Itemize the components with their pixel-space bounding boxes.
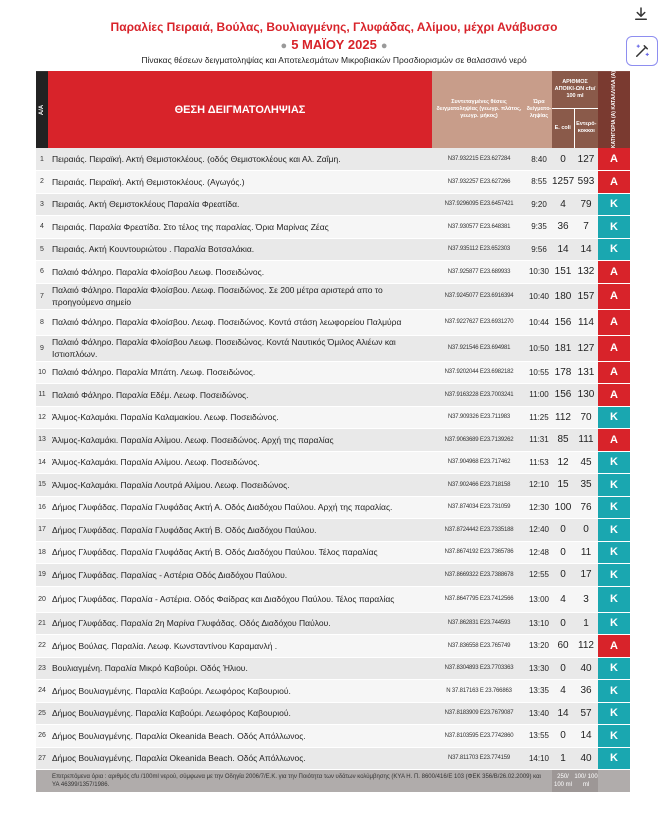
row-ecoli: 14 <box>552 238 574 261</box>
row-enterococci: 40 <box>574 657 598 680</box>
row-category-badge: K <box>598 564 630 587</box>
limits-note: Επιτρεπόμενα όρια : αριθμός cfu /100ml νερού, σύμφωνα με την Οδηγία 2006/7/Ε.Κ. για την Ποιότητα των υδάτων κολύμβησης (ΚΥΑ Η. Π. 8600/416/Ε 103 (ΦΕΚ 356/Β/26.02.2009) και ΥΑ 46399/1357/1986. <box>48 770 552 793</box>
row-location: Δήμος Γλυφάδας. Παραλία 2η Μαρίνα Γλυφάδας. Οδός Διαδόχου Παύλου. <box>48 612 432 635</box>
row-location: Πειραιάς. Πειραϊκή. Ακτή Θεμιστοκλέους. (Αγωγός.) <box>48 171 432 194</box>
row-category-badge: K <box>598 657 630 680</box>
row-number: 14 <box>36 451 48 474</box>
row-ecoli: 0 <box>552 564 574 587</box>
row-enterococci: 79 <box>574 193 598 216</box>
table-row <box>36 657 630 680</box>
table-row <box>36 541 630 564</box>
row-coordinates: N37.8724442 E23.7335188 <box>432 519 526 542</box>
row-enterococci: 127 <box>574 335 598 361</box>
row-category-badge: K <box>598 747 630 770</box>
row-enterococci: 14 <box>574 725 598 748</box>
row-ecoli: 151 <box>552 261 574 284</box>
table-row <box>36 451 630 474</box>
col-time-header: Ώρα δείγματο-ληψίας <box>526 71 552 148</box>
row-category-badge: A <box>598 384 630 407</box>
table-row <box>36 680 630 703</box>
row-number: 10 <box>36 361 48 384</box>
row-enterococci: 35 <box>574 474 598 497</box>
page-subtitle: Πίνακας θέσεων δειγματοληψίας και Αποτελεσμάτων Μικροβιακών Προσδιορισμών σε θαλασσινό νερό <box>141 55 527 65</box>
row-ecoli: 112 <box>552 406 574 429</box>
row-ecoli: 0 <box>552 148 574 171</box>
row-ecoli: 0 <box>552 725 574 748</box>
ai-assist-button[interactable] <box>626 36 658 66</box>
row-time: 9:20 <box>526 193 552 216</box>
row-time: 12:40 <box>526 519 552 542</box>
row-enterococci: 7 <box>574 216 598 239</box>
row-time: 13:35 <box>526 680 552 703</box>
row-location: Παλαιό Φάληρο. Παραλία Φλοίσβου. Λεωφ. Ποσειδώνος. Κοντά στάση λεωφορείου Παλμύρα <box>48 309 432 335</box>
row-number: 8 <box>36 309 48 335</box>
row-time: 12:55 <box>526 564 552 587</box>
row-number: 4 <box>36 216 48 239</box>
row-coordinates: N37.932215 E23.627284 <box>432 148 526 171</box>
table-row <box>36 702 630 725</box>
row-time: 11:25 <box>526 406 552 429</box>
download-button[interactable] <box>626 0 656 28</box>
table-row <box>36 309 630 335</box>
limits-footer <box>36 770 630 793</box>
row-location: Δήμος Βούλας. Παραλία. Λεωφ. Κωνσταντίνου Καραμανλή . <box>48 635 432 658</box>
row-number: 22 <box>36 635 48 658</box>
row-number: 27 <box>36 747 48 770</box>
row-ecoli: 180 <box>552 283 574 309</box>
ai-wand-icon <box>633 42 651 60</box>
row-enterococci: 0 <box>574 519 598 542</box>
row-category-badge: A <box>598 309 630 335</box>
row-coordinates: N37.932257 E23.627266 <box>432 171 526 194</box>
row-enterococci: 70 <box>574 406 598 429</box>
row-time: 13:40 <box>526 702 552 725</box>
row-time: 12:10 <box>526 474 552 497</box>
enterococci-limit: 100/ 100 ml <box>574 770 598 793</box>
row-category-badge: K <box>598 519 630 542</box>
row-number: 20 <box>36 586 48 612</box>
row-coordinates: N37.909326 E23.711983 <box>432 406 526 429</box>
row-enterococci: 127 <box>574 148 598 171</box>
row-coordinates: N37.8674192 E23.7365786 <box>432 541 526 564</box>
row-coordinates: N37.8103595 E23.7742860 <box>432 725 526 748</box>
ecoli-limit: 250/ 100 ml <box>552 770 574 793</box>
row-ecoli: 36 <box>552 216 574 239</box>
table-row <box>36 519 630 542</box>
row-location: Δήμος Γλυφάδας. Παραλία - Αστέρια. Οδός Φαίδρας και Διαδόχου Παύλου. Τέλος παραλίας <box>48 586 432 612</box>
row-enterococci: 593 <box>574 171 598 194</box>
date-text: 5 ΜΑΪΟΥ 2025 <box>291 37 377 52</box>
row-location: Άλιμος-Καλαμάκι. Παραλία Αλίμου. Λεωφ. Ποσειδώνος. Αρχή της παραλίας <box>48 429 432 452</box>
col-aa-header: Α/Α <box>36 71 48 148</box>
row-enterococci: 131 <box>574 361 598 384</box>
table-row <box>36 564 630 587</box>
row-time: 13:55 <box>526 725 552 748</box>
table-row <box>36 586 630 612</box>
row-coordinates: N37.9063689 E23.7139262 <box>432 429 526 452</box>
row-ecoli: 4 <box>552 586 574 612</box>
row-category-badge: K <box>598 406 630 429</box>
row-number: 1 <box>36 148 48 171</box>
table-row <box>36 361 630 384</box>
results-table <box>36 71 630 792</box>
row-ecoli: 12 <box>552 451 574 474</box>
table-row <box>36 384 630 407</box>
table-row <box>36 474 630 497</box>
row-category-badge: K <box>598 496 630 519</box>
row-number: 18 <box>36 541 48 564</box>
row-ecoli: 60 <box>552 635 574 658</box>
row-enterococci: 132 <box>574 261 598 284</box>
row-location: Δήμος Βουλιαγμένης. Παραλία Okeanida Beach. Οδός Απόλλωνος. <box>48 725 432 748</box>
row-location: Παλαιό Φάληρο. Παραλία Μπάτη. Λεωφ. Ποσειδώνος. <box>48 361 432 384</box>
row-time: 10:44 <box>526 309 552 335</box>
row-ecoli: 4 <box>552 680 574 703</box>
row-category-badge: K <box>598 702 630 725</box>
table-row <box>36 261 630 284</box>
row-location: Παλαιό Φάληρο. Παραλία Φλοίσβου. Λεωφ. Ποσειδώνος. Σε 200 μέτρα αριστερά απο το προηγούμενο σημείο <box>48 283 432 309</box>
row-time: 12:48 <box>526 541 552 564</box>
table-row <box>36 335 630 361</box>
row-number: 25 <box>36 702 48 725</box>
row-time: 10:55 <box>526 361 552 384</box>
row-enterococci: 3 <box>574 586 598 612</box>
row-location: Παλαιό Φάληρο. Παραλία Εδέμ. Λεωφ. Ποσειδώνος. <box>48 384 432 407</box>
row-number: 16 <box>36 496 48 519</box>
row-time: 10:40 <box>526 283 552 309</box>
row-category-badge: A <box>598 335 630 361</box>
row-location: Δήμος Γλυφάδας. Παραλίας - Αστέρια Οδός Διαδόχου Παύλου. <box>48 564 432 587</box>
row-enterococci: 11 <box>574 541 598 564</box>
download-icon <box>632 5 650 23</box>
row-enterococci: 14 <box>574 238 598 261</box>
row-coordinates: N37.935112 E23.652303 <box>432 238 526 261</box>
row-category-badge: A <box>598 429 630 452</box>
row-category-badge: A <box>598 635 630 658</box>
row-enterococci: 1 <box>574 612 598 635</box>
table-row <box>36 171 630 194</box>
row-coordinates: N37.904968 E23.717462 <box>432 451 526 474</box>
row-ecoli: 1 <box>552 747 574 770</box>
row-number: 12 <box>36 406 48 429</box>
row-coordinates: N37.925877 E23.689933 <box>432 261 526 284</box>
row-coordinates: N37.8304893 E23.7703363 <box>432 657 526 680</box>
row-coordinates: N37.8669322 E23.7388678 <box>432 564 526 587</box>
table-row <box>36 148 630 171</box>
row-location: Πειραιάς. Πειραϊκή. Ακτή Θεμιστοκλέους. (οδός Θεμιστοκλέους και Αλ. Ζαΐμη. <box>48 148 432 171</box>
row-category-badge: K <box>598 474 630 497</box>
row-coordinates: N37.930577 E23.648381 <box>432 216 526 239</box>
row-number: 24 <box>36 680 48 703</box>
row-location: Δήμος Γλυφάδας. Παραλία Γλυφάδας Ακτή Β. Οδός Διαδόχου Παύλου. <box>48 519 432 542</box>
row-coordinates: N37.9245077 E23.6916394 <box>432 283 526 309</box>
row-category-badge: K <box>598 238 630 261</box>
row-category-badge: K <box>598 216 630 239</box>
col-colony-count-header: ΑΡΙΘΜΟΣ ΑΠΟΙΚΙ-ΩΝ cfu/ 100 ml <box>552 71 598 108</box>
row-time: 11:31 <box>526 429 552 452</box>
row-enterococci: 157 <box>574 283 598 309</box>
row-time: 13:10 <box>526 612 552 635</box>
table-row <box>36 406 630 429</box>
table-row <box>36 283 630 309</box>
row-number: 23 <box>36 657 48 680</box>
row-time: 11:53 <box>526 451 552 474</box>
row-location: Άλιμος-Καλαμάκι. Παραλία Καλαμακίου. Λεωφ. Ποσειδώνος. <box>48 406 432 429</box>
row-time: 9:35 <box>526 216 552 239</box>
row-number: 5 <box>36 238 48 261</box>
row-coordinates: N37.874034 E23.731059 <box>432 496 526 519</box>
row-ecoli: 1257 <box>552 171 574 194</box>
row-enterococci: 45 <box>574 451 598 474</box>
row-ecoli: 0 <box>552 657 574 680</box>
table-row <box>36 612 630 635</box>
table-row <box>36 747 630 770</box>
row-ecoli: 178 <box>552 361 574 384</box>
row-location: Παλαιό Φάληρο. Παραλία Φλοίσβου Λεωφ. Ποσειδώνος. <box>48 261 432 284</box>
row-coordinates: N37.836558 E23.765749 <box>432 635 526 658</box>
row-number: 21 <box>36 612 48 635</box>
row-time: 8:40 <box>526 148 552 171</box>
row-number: 7 <box>36 283 48 309</box>
row-number: 11 <box>36 384 48 407</box>
row-coordinates: N37.811703 E23.774159 <box>432 747 526 770</box>
row-category-badge: A <box>598 361 630 384</box>
row-number: 3 <box>36 193 48 216</box>
bullet-icon: ● <box>380 40 388 52</box>
row-enterococci: 36 <box>574 680 598 703</box>
row-ecoli: 156 <box>552 309 574 335</box>
row-time: 13:20 <box>526 635 552 658</box>
col-category-header: ΚΑΤΗΓΟΡΙΑ (Α) ΚΑΤΑΛΛΗΛΑ (Α) <box>598 71 630 148</box>
table-row <box>36 238 630 261</box>
row-time: 8:55 <box>526 171 552 194</box>
row-number: 17 <box>36 519 48 542</box>
table-row <box>36 429 630 452</box>
row-number: 2 <box>36 171 48 194</box>
row-category-badge: A <box>598 148 630 171</box>
row-location: Άλιμος-Καλαμάκι. Παραλία Αλίμου. Λεωφ. Ποσειδώνος. <box>48 451 432 474</box>
table-row <box>36 496 630 519</box>
table-row <box>36 193 630 216</box>
row-number: 19 <box>36 564 48 587</box>
row-location: Δήμος Βουλιαγμένης. Παραλία Καβούρι. Λεωφόρος Καβουριού. <box>48 680 432 703</box>
col-location-header: ΘΕΣΗ ΔΕΙΓΜΑΤΟΛΗΨΙΑΣ <box>48 71 432 148</box>
row-location: Πειραιάς. Παραλία Φρεατίδα. Στο τέλος της παραλίας. Όρια Μαρίνας Ζέας <box>48 216 432 239</box>
row-location: Άλιμος-Καλαμάκι. Παραλία Λουτρά Αλίμου. Λεωφ. Ποσειδώνος. <box>48 474 432 497</box>
row-ecoli: 14 <box>552 702 574 725</box>
row-category-badge: K <box>598 612 630 635</box>
row-enterococci: 112 <box>574 635 598 658</box>
row-number: 13 <box>36 429 48 452</box>
row-time: 10:50 <box>526 335 552 361</box>
row-category-badge: K <box>598 451 630 474</box>
col-coordinates-header: Συντεταγμένες θέσεις δειγματοληψίας (γεωγρ. πλάτος, γεωγρ. μήκος) <box>432 71 526 148</box>
row-enterococci: 76 <box>574 496 598 519</box>
row-category-badge: K <box>598 193 630 216</box>
row-location: Παλαιό Φάληρο. Παραλία Φλοίσβου Λεωφ. Ποσειδώνος. Κοντά Ναυτικός Όμιλος Αλιέων και Ιστιοπλόων. <box>48 335 432 361</box>
row-location: Πειραιάς. Ακτή Κουντουριώτου . Παραλία Βοτσαλάκια. <box>48 238 432 261</box>
row-coordinates: N37.9227627 E23.6931270 <box>432 309 526 335</box>
row-location: Δήμος Βουλιαγμένης. Παραλία Okeanida Beach. Οδός Απόλλωνος. <box>48 747 432 770</box>
row-category-badge: K <box>598 541 630 564</box>
row-enterococci: 40 <box>574 747 598 770</box>
row-category-badge: A <box>598 261 630 284</box>
row-location: Δήμος Βουλιαγμένης. Παραλία Καβούρι. Λεωφόρος Καβουριού. <box>48 702 432 725</box>
row-enterococci: 57 <box>574 702 598 725</box>
row-ecoli: 0 <box>552 612 574 635</box>
row-coordinates: N37.8647795 E23.7412566 <box>432 586 526 612</box>
row-time: 14:10 <box>526 747 552 770</box>
row-category-badge: A <box>598 171 630 194</box>
row-coordinates: N37.921546 E23.694981 <box>432 335 526 361</box>
row-category-badge: K <box>598 680 630 703</box>
row-coordinates: N37.9202044 E23.6982182 <box>432 361 526 384</box>
row-time: 9:56 <box>526 238 552 261</box>
row-location: Πειραιάς. Ακτή Θεμιστοκλέους Παραλία Φρεατίδα. <box>48 193 432 216</box>
row-location: Βουλιαγμένη. Παραλία Μικρό Καβούρι. Οδός Ήλιου. <box>48 657 432 680</box>
row-ecoli: 4 <box>552 193 574 216</box>
row-number: 9 <box>36 335 48 361</box>
row-coordinates: N37.8183909 E23.7679087 <box>432 702 526 725</box>
row-ecoli: 0 <box>552 541 574 564</box>
row-category-badge: A <box>598 283 630 309</box>
row-enterococci: 17 <box>574 564 598 587</box>
row-number: 15 <box>36 474 48 497</box>
report-date <box>0 37 668 52</box>
row-category-badge: K <box>598 586 630 612</box>
row-coordinates: N 37.817163 E 23.766863 <box>432 680 526 703</box>
row-ecoli: 15 <box>552 474 574 497</box>
row-coordinates: N37.9296095 E23.6457421 <box>432 193 526 216</box>
table-row <box>36 635 630 658</box>
row-coordinates: N37.902466 E23.718158 <box>432 474 526 497</box>
row-time: 10:30 <box>526 261 552 284</box>
col-enterococci-header: Εντερό-κοκκοι <box>574 108 598 148</box>
row-enterococci: 114 <box>574 309 598 335</box>
row-time: 12:30 <box>526 496 552 519</box>
table-row <box>36 216 630 239</box>
page-title: Παραλίες Πειραιά, Βούλας, Βουλιαγμένης, Γλυφάδας, Αλίμου, μέχρι Ανάβυσσο <box>110 20 558 34</box>
row-ecoli: 156 <box>552 384 574 407</box>
row-location: Δήμος Γλυφάδας. Παραλία Γλυφάδας Ακτή Β. Οδός Διαδόχου Παύλου. Τέλος παραλίας <box>48 541 432 564</box>
row-ecoli: 100 <box>552 496 574 519</box>
row-time: 13:00 <box>526 586 552 612</box>
row-number: 26 <box>36 725 48 748</box>
row-ecoli: 0 <box>552 519 574 542</box>
row-coordinates: N37.9163228 E23.7003241 <box>432 384 526 407</box>
row-ecoli: 181 <box>552 335 574 361</box>
row-enterococci: 111 <box>574 429 598 452</box>
bullet-icon: ● <box>280 40 288 52</box>
row-category-badge: K <box>598 725 630 748</box>
col-ecoli-header: E. coli <box>552 108 574 148</box>
row-number: 6 <box>36 261 48 284</box>
table-row <box>36 725 630 748</box>
row-coordinates: N37.862831 E23.744593 <box>432 612 526 635</box>
row-time: 13:30 <box>526 657 552 680</box>
row-ecoli: 85 <box>552 429 574 452</box>
results-body <box>36 148 630 770</box>
row-enterococci: 130 <box>574 384 598 407</box>
row-location: Δήμος Γλυφάδας. Παραλία Γλυφάδας Ακτή Α. Οδός Διαδόχου Παύλου. Αρχή της παραλίας. <box>48 496 432 519</box>
row-time: 11:00 <box>526 384 552 407</box>
